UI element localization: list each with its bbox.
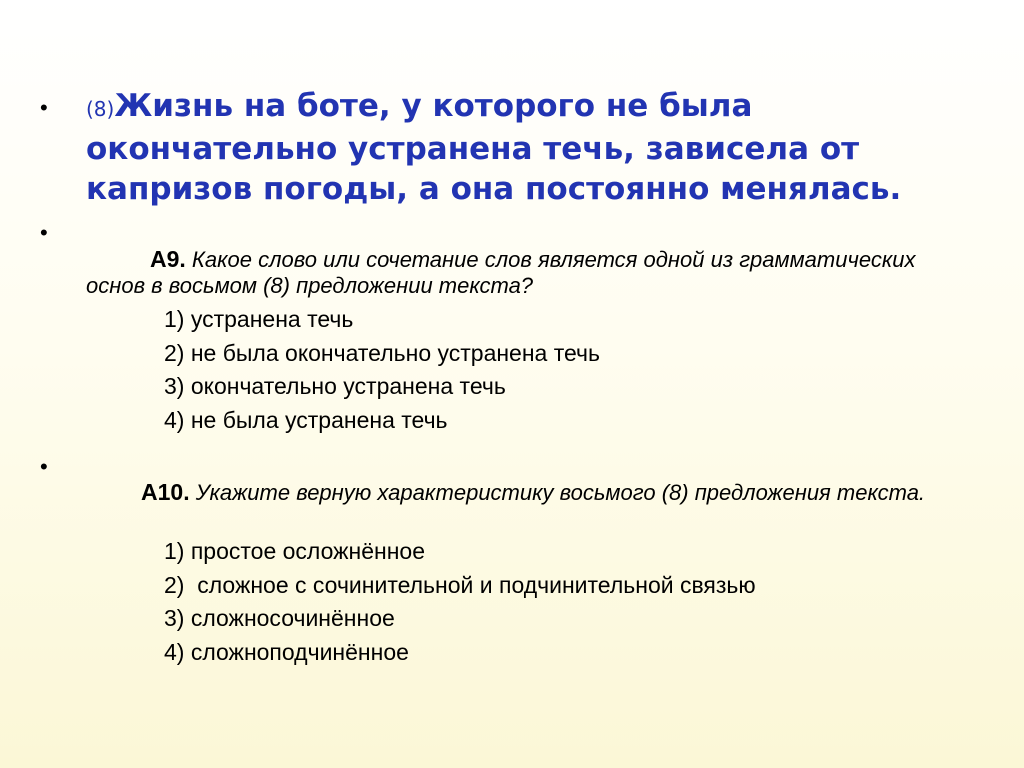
question-text: Какое слово или сочетание слов является одной из грамматических основ в восьмом (8) предложении текста? <box>86 247 916 298</box>
question-text: Укажите верную характеристику восьмого (8) предложения текста. <box>195 480 926 505</box>
question-a9 <box>86 246 946 299</box>
option-2: 2) не была окончательно устранена течь <box>164 339 601 366</box>
sentence-8 <box>86 86 966 209</box>
bullet-sentence: • <box>40 95 48 120</box>
question-a10 <box>86 479 946 506</box>
sentence-text: Жизнь на боте, у которого не была окончательно устранена течь, зависела от капризов погоды, а она постоянно менялась. <box>86 88 902 207</box>
option-1: 1) простое осложнённое <box>164 538 425 564</box>
sentence-number: (8) <box>86 97 115 121</box>
bullet-q9: • <box>40 220 48 245</box>
option-2: 2) сложное с сочинительной и подчинительной связью <box>164 571 756 598</box>
option-4: 4) сложноподчинённое <box>164 638 409 665</box>
option-3: 3) окончательно устранена течь <box>164 373 506 399</box>
option-1: 1) устранена течь <box>164 306 354 332</box>
option-3: 3) сложносочинённое <box>164 605 395 631</box>
question-number: А10. <box>141 479 190 505</box>
options-a10 <box>164 535 756 669</box>
bullet-q10: • <box>40 454 48 479</box>
option-4: 4) не была устранена течь <box>164 406 448 433</box>
question-number: А9. <box>150 246 186 272</box>
options-a9 <box>164 303 600 437</box>
